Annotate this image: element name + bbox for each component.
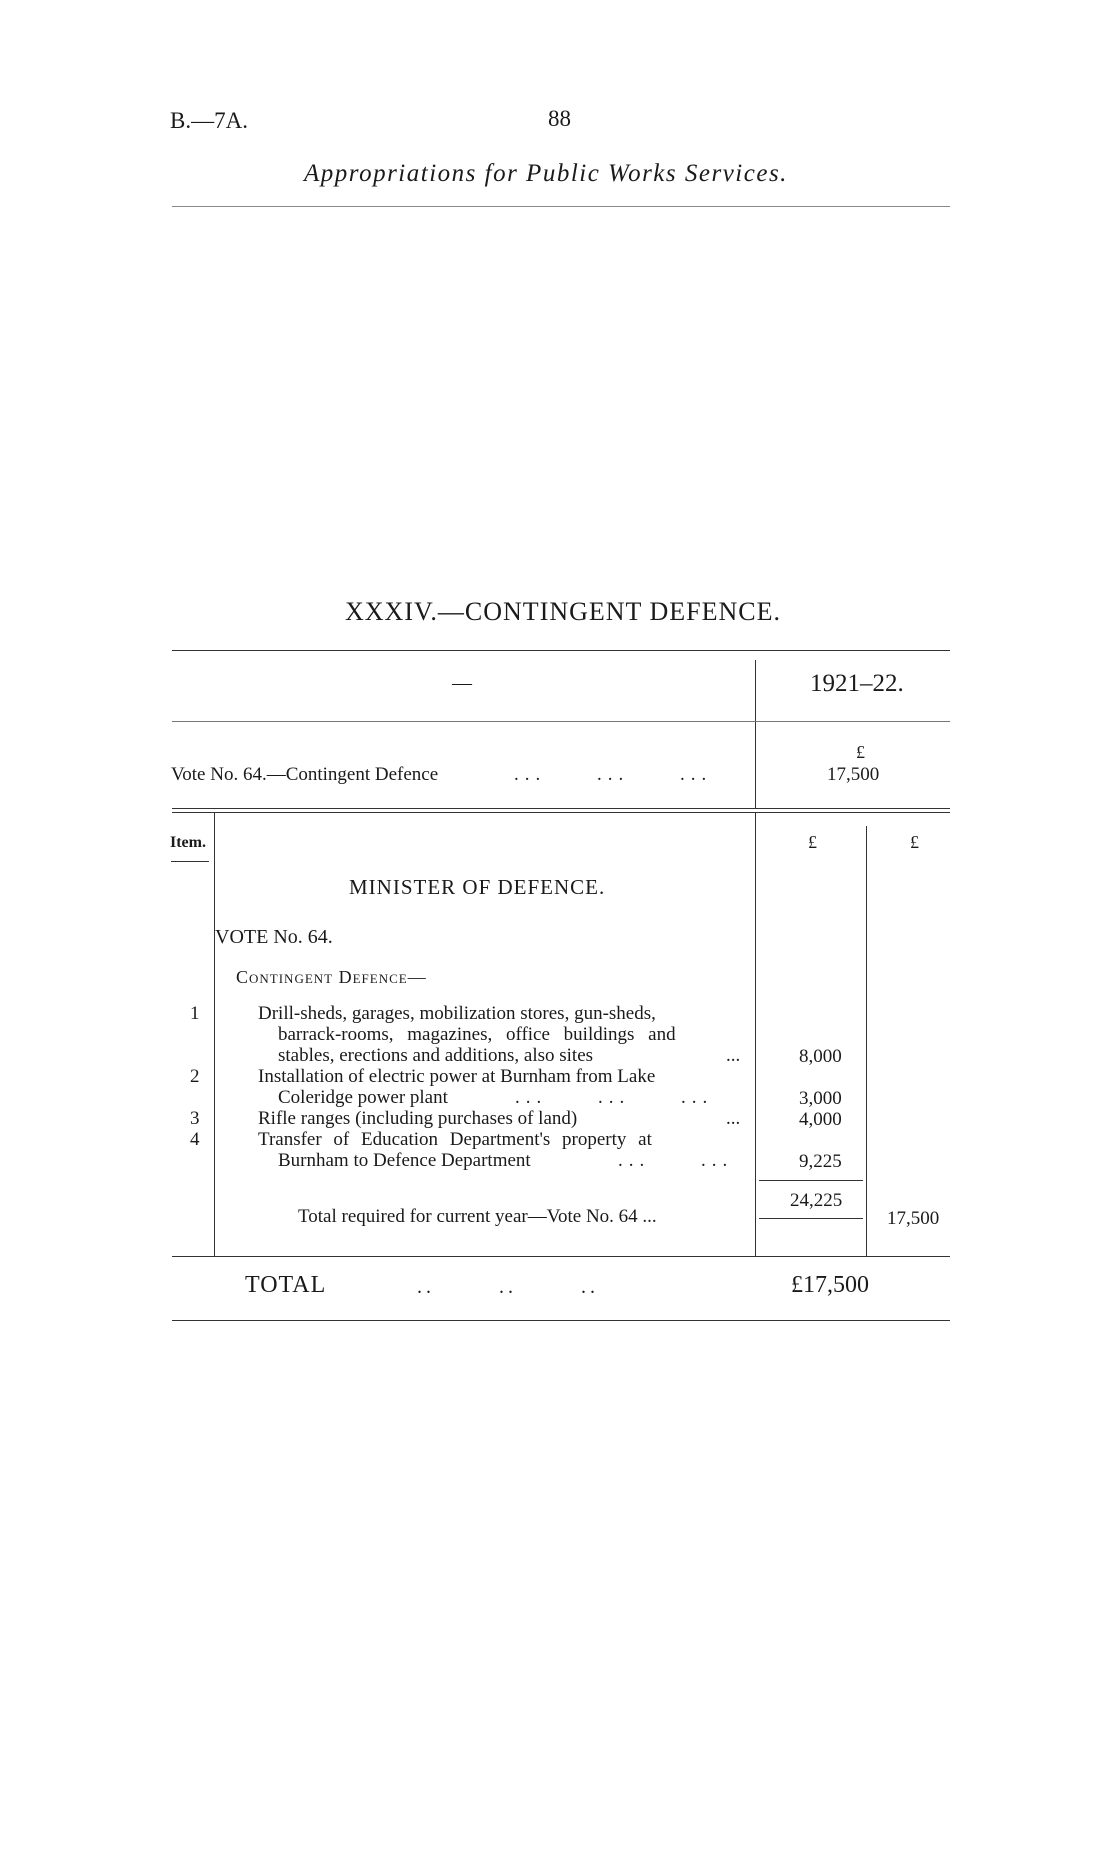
item-2-line-1: Installation of electric power at Burnham from Lake [258, 1066, 656, 1087]
item-1-line-1: Drill-sheds, garages, mobilization stores, gun-sheds, [258, 1003, 656, 1024]
detail-item-column-divider [214, 812, 215, 1256]
summary-currency: £ [856, 742, 865, 762]
grand-total-bottom-rule [172, 1320, 950, 1321]
subtotal-rule-bottom [759, 1218, 863, 1219]
minister-heading: MINISTER OF DEFENCE. [349, 875, 606, 899]
item-1-number: 1 [190, 1003, 200, 1024]
item-header: Item. [170, 834, 206, 851]
subtotal-amount: 24,225 [790, 1190, 843, 1211]
item-2-line-2: Coleridge power plant [278, 1087, 448, 1108]
item-4-line-2: Burnham to Defence Department [278, 1150, 531, 1171]
item-3-number: 3 [190, 1108, 200, 1129]
grand-total-amount: £17,500 [791, 1272, 869, 1298]
grand-total-dots: .. .. .. [417, 1276, 599, 1298]
item-4-line-1: Transfer of Education Department's property at [258, 1129, 652, 1150]
grand-total-label: TOTAL [245, 1272, 327, 1298]
item-4-number: 4 [190, 1129, 200, 1150]
detail-currency-col1: £ [808, 832, 817, 852]
detail-amount-column-divider [755, 812, 756, 1256]
item-1-line-2: barrack-rooms, magazines, office buildings and [278, 1024, 676, 1045]
detail-currency-col2: £ [910, 832, 919, 852]
page-title: Appropriations for Public Works Services. [304, 160, 788, 187]
item-1-dots: ... [726, 1045, 741, 1066]
grand-total-top-rule [172, 1256, 950, 1257]
summary-bottom-rule-2 [172, 812, 950, 813]
detail-total-column-divider [866, 826, 867, 1256]
contingent-defence-subhead: Contingent Defence— [236, 967, 427, 987]
summary-vote-amount: 17,500 [827, 764, 880, 785]
summary-column-divider [755, 660, 756, 808]
doc-ref: B.—7A. [170, 108, 248, 133]
item-header-underline [171, 861, 209, 862]
summary-header-rule [172, 721, 950, 722]
summary-top-rule [172, 650, 950, 651]
item-3-dots: ... [726, 1108, 741, 1129]
total-required-label: Total required for current year—Vote No. 64 ... [298, 1206, 657, 1227]
header-rule [172, 206, 950, 207]
item-3-line-1: Rifle ranges (including purchases of land) [258, 1108, 578, 1129]
item-4-amount: 9,225 [799, 1151, 842, 1172]
summary-bottom-rule-1 [172, 808, 950, 809]
item-4-dots: ... ... [618, 1150, 734, 1171]
item-1-amount: 8,000 [799, 1046, 842, 1067]
item-2-number: 2 [190, 1066, 200, 1087]
item-2-amount: 3,000 [799, 1088, 842, 1109]
total-required-amount: 17,500 [887, 1208, 940, 1229]
summary-vote-label: Vote No. 64.—Contingent Defence [171, 764, 439, 785]
summary-vote-dots: ... ... ... [514, 764, 713, 785]
subtotal-rule-top [759, 1180, 863, 1181]
item-2-dots: ... ... ... [515, 1087, 714, 1108]
item-1-line-3: stables, erections and additions, also sites [278, 1045, 594, 1066]
page-number: 88 [548, 106, 571, 131]
summary-year-header: 1921–22. [810, 670, 904, 697]
item-3-amount: 4,000 [799, 1109, 842, 1130]
section-title: XXXIV.—CONTINGENT DEFENCE. [345, 597, 781, 626]
vote-number-heading: VOTE No. 64. [215, 926, 333, 948]
summary-dash-header: — [452, 672, 472, 694]
